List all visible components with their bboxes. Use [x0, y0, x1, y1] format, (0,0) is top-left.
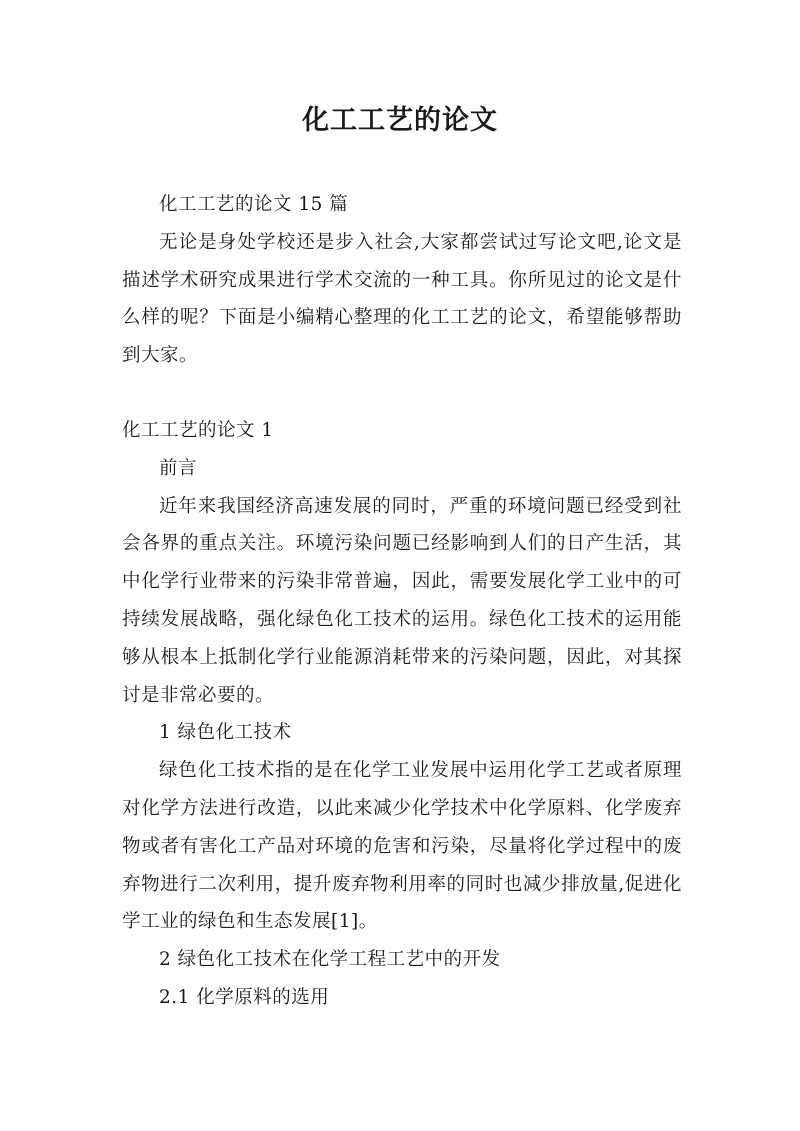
- paragraph-intro: 无论是身处学校还是步入社会,大家都尝试过写论文吧,论文是描述学术研究成果进行学术交流的一种工具。你所见过的论文是什么样的呢？下面是小编精心整理的化工工艺的论文，希望能够帮助到大家。: [122, 231, 682, 367]
- paragraph-heading-1: 1 绿色化工技术: [159, 722, 292, 744]
- document-body: [122, 186, 682, 1017]
- document-title: 化工工艺的论文: [302, 105, 498, 136]
- paragraph-heading-2-1: 2.1 化学原料的选用: [159, 986, 330, 1008]
- paragraph-preface: 近年来我国经济高速发展的同时，严重的环境问题已经受到社会各界的重点关注。环境污染问题已经影响到人们的日产生活，其中化学行业带来的污染非常普遍，因此，需要发展化学工业中的可持续发展战略，强化绿色化工技术的运用。绿色化工技术的运用能够从根本上抵制化学行业能源消耗带来的污染问题，因此，对其探讨是非常必要的。: [122, 495, 682, 706]
- paragraph-subtitle: 化工工艺的论文 15 篇: [159, 194, 349, 215]
- paragraph-body-1: 绿色化工技术指的是在化学工业发展中运用化学工艺或者原理对化学方法进行改造，以此来减少化学技术中化学原料、化学废弃物或者有害化工产品对环境的危害和污染，尽量将化学过程中的废弃物进行二次利用，提升废弃物利用率的同时也减少排放量,促进化学工业的绿色和生态发展[1]。: [122, 760, 682, 933]
- paragraph-preface-heading: 前言: [159, 457, 198, 479]
- paragraph-heading-2: 2 绿色化工技术在化学工程工艺中的开发: [159, 949, 501, 971]
- section-heading: 化工工艺的论文 1: [122, 419, 274, 441]
- paragraph-gap: [122, 375, 682, 412]
